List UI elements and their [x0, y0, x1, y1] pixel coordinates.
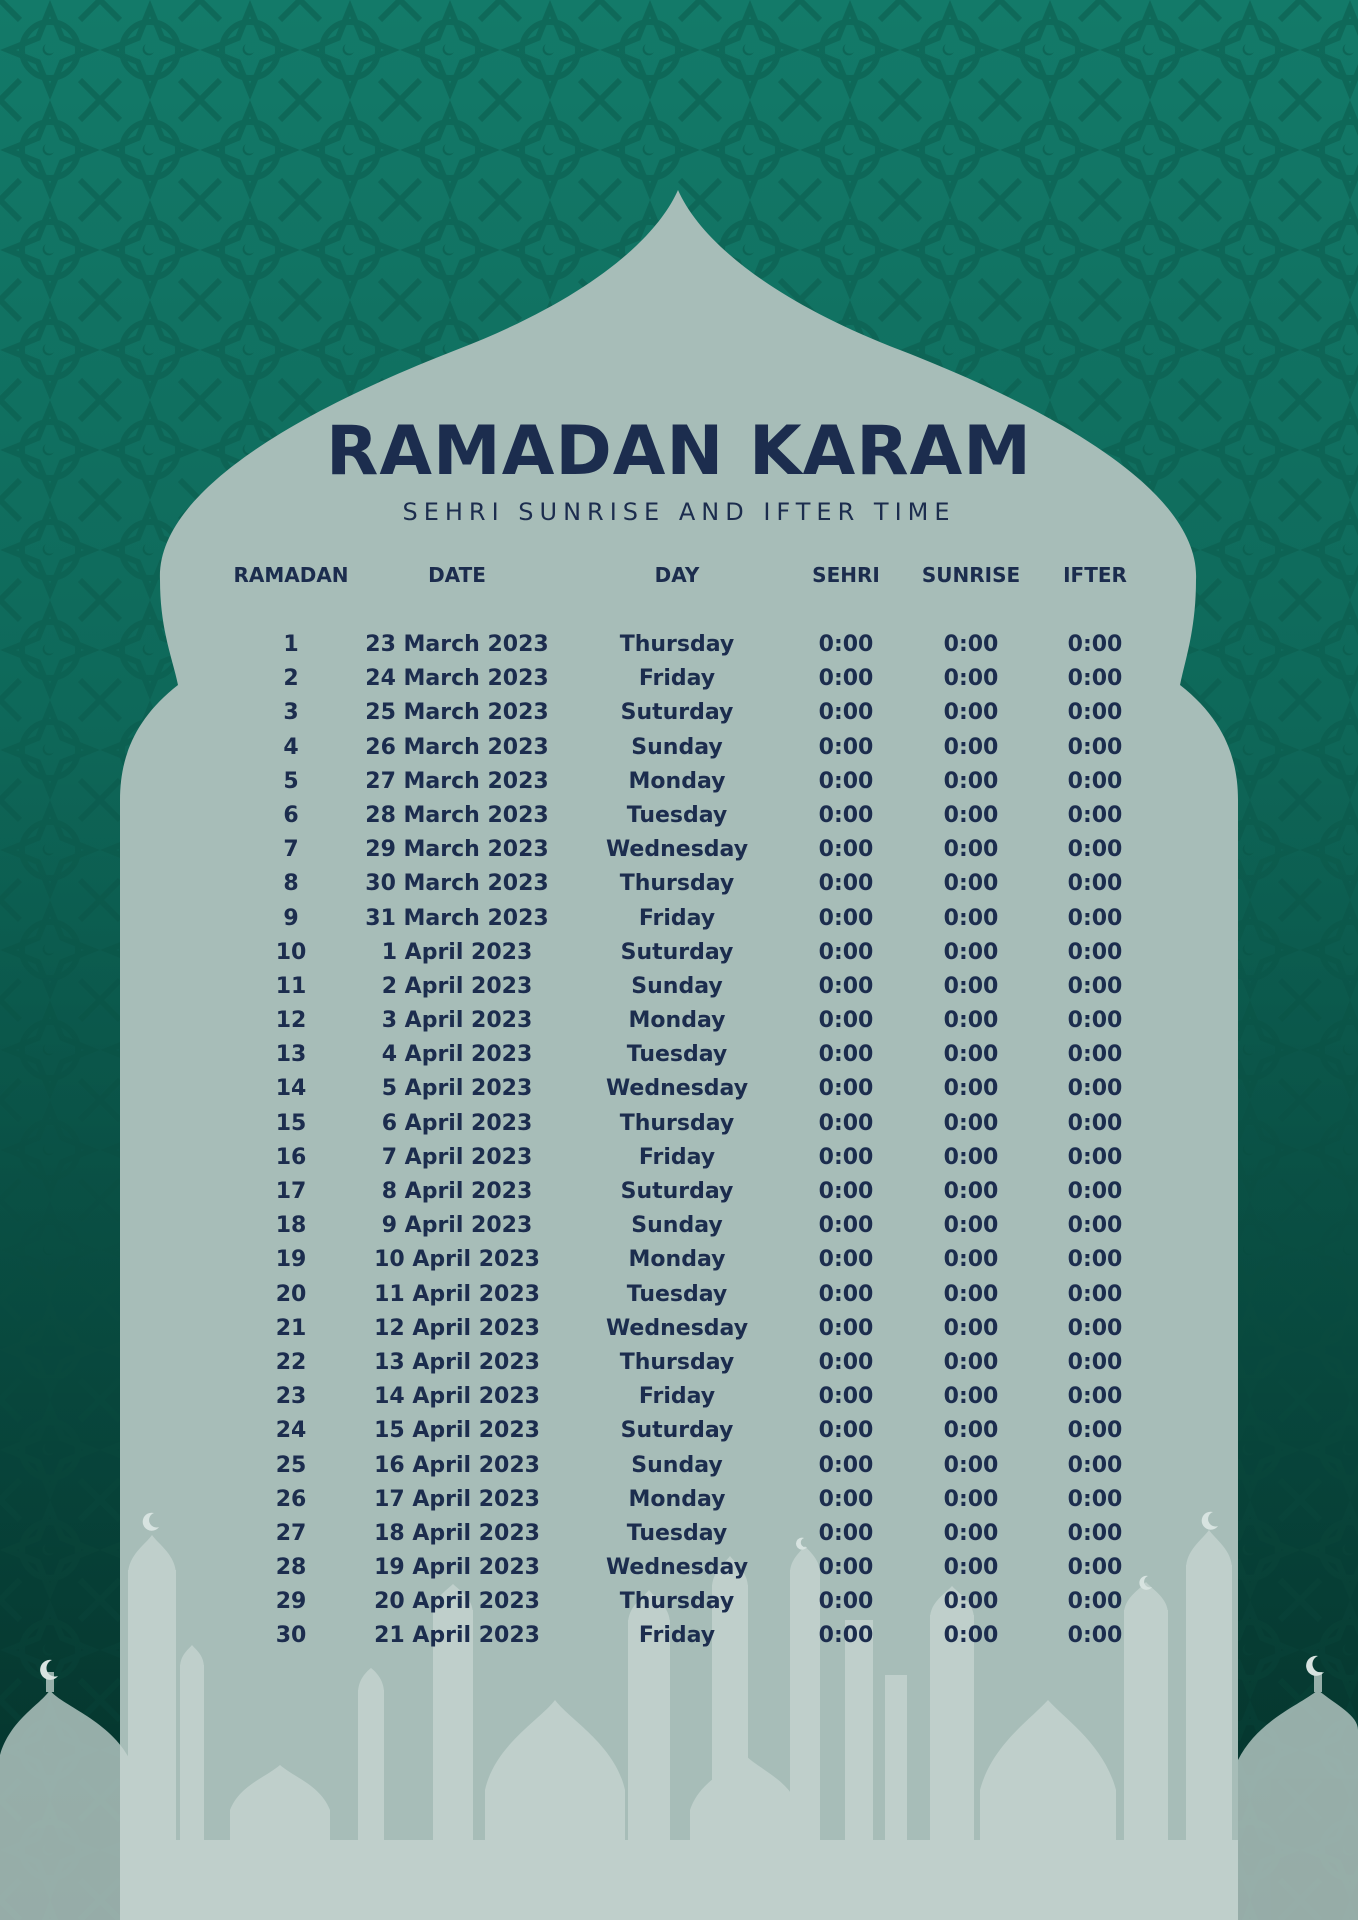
- cell-weekday: Suturday: [620, 1179, 734, 1204]
- cell-sehri-time: 0:00: [818, 768, 874, 794]
- cell-sunrise-time: 0:00: [943, 1589, 999, 1615]
- column-header-sehri: SEHRI: [812, 563, 880, 587]
- cell-weekday: Thursday: [619, 871, 735, 897]
- cell-sunrise-time: 0:00: [943, 1281, 999, 1307]
- cell-sehri-time: 0:00: [818, 1144, 874, 1170]
- cell-ramadan-day: 7: [283, 837, 299, 863]
- timetable-body: [0, 628, 1358, 1654]
- cell-sunrise-time: 0:00: [943, 1315, 999, 1341]
- cell-ifter-time: 0:00: [1067, 1520, 1123, 1546]
- cell-sunrise-time: 0:00: [943, 871, 999, 897]
- cell-date: 4 April 2023: [381, 1042, 533, 1068]
- cell-ifter-time: 0:00: [1067, 1281, 1123, 1307]
- column-header-ifter: IFTER: [1063, 563, 1127, 587]
- cell-ramadan-day: 23: [275, 1384, 307, 1410]
- cell-ramadan-day: 15: [275, 1110, 307, 1136]
- cell-sehri-time: 0:00: [818, 1042, 874, 1068]
- cell-date: 1 April 2023: [381, 939, 533, 965]
- table-row: [0, 662, 1358, 696]
- cell-weekday: Suturday: [620, 700, 734, 726]
- table-row: [0, 628, 1358, 662]
- cell-ifter-time: 0:00: [1067, 1110, 1123, 1136]
- table-row: [0, 1004, 1358, 1038]
- cell-date: 7 April 2023: [381, 1144, 533, 1170]
- cell-weekday: Friday: [638, 1144, 716, 1170]
- cell-ifter-time: 0:00: [1067, 1179, 1123, 1204]
- table-row: [0, 1312, 1358, 1346]
- table-row: [0, 765, 1358, 799]
- table-row: [0, 1380, 1358, 1414]
- cell-sunrise-time: 0:00: [943, 1247, 999, 1273]
- cell-ramadan-day: 5: [283, 768, 299, 794]
- table-row: [0, 1619, 1358, 1653]
- cell-ramadan-day: 11: [275, 973, 307, 999]
- cell-date: 14 April 2023: [374, 1384, 540, 1410]
- cell-ramadan-day: 1: [283, 632, 299, 657]
- cell-date: 18 April 2023: [374, 1520, 540, 1546]
- cell-sunrise-time: 0:00: [943, 837, 999, 863]
- cell-date: 29 March 2023: [365, 837, 549, 863]
- cell-ifter-time: 0:00: [1067, 973, 1123, 999]
- cell-ifter-time: 0:00: [1067, 632, 1123, 657]
- cell-sunrise-time: 0:00: [943, 802, 999, 828]
- table-row: [0, 1038, 1358, 1072]
- table-row: [0, 1243, 1358, 1277]
- table-row: [0, 1414, 1358, 1448]
- cell-sunrise-time: 0:00: [943, 1452, 999, 1478]
- cell-date: 25 March 2023: [365, 700, 549, 726]
- table-row: [0, 1107, 1358, 1141]
- cell-date: 20 April 2023: [374, 1589, 540, 1615]
- column-header-day: DAY: [654, 563, 700, 587]
- cell-ramadan-day: 20: [275, 1281, 307, 1307]
- cell-weekday: Wednesday: [605, 837, 749, 863]
- cell-sehri-time: 0:00: [818, 802, 874, 828]
- cell-sehri-time: 0:00: [818, 1555, 874, 1581]
- cell-sehri-time: 0:00: [818, 1008, 874, 1034]
- cell-ramadan-day: 6: [283, 802, 299, 828]
- cell-date: 15 April 2023: [374, 1418, 540, 1444]
- cell-weekday: Monday: [628, 1486, 726, 1512]
- cell-sehri-time: 0:00: [818, 1247, 874, 1273]
- cell-weekday: Friday: [638, 1384, 716, 1410]
- cell-ifter-time: 0:00: [1067, 1213, 1123, 1239]
- cell-sehri-time: 0:00: [818, 1418, 874, 1444]
- cell-sunrise-time: 0:00: [943, 1213, 999, 1239]
- cell-ramadan-day: 8: [283, 871, 299, 897]
- cell-sehri-time: 0:00: [818, 1179, 874, 1204]
- cell-sehri-time: 0:00: [818, 666, 874, 692]
- table-row: [0, 1483, 1358, 1517]
- cell-ifter-time: 0:00: [1067, 1555, 1123, 1581]
- cell-ramadan-day: 21: [275, 1315, 307, 1341]
- cell-sunrise-time: 0:00: [943, 1349, 999, 1375]
- cell-sehri-time: 0:00: [818, 1589, 874, 1615]
- cell-sehri-time: 0:00: [818, 1110, 874, 1136]
- table-row: [0, 696, 1358, 730]
- cell-sehri-time: 0:00: [818, 1281, 874, 1307]
- table-row: [0, 833, 1358, 867]
- cell-ifter-time: 0:00: [1067, 1247, 1123, 1273]
- cell-weekday: Tuesday: [626, 1281, 728, 1307]
- cell-sunrise-time: 0:00: [943, 1008, 999, 1034]
- cell-ifter-time: 0:00: [1067, 1042, 1123, 1068]
- cell-date: 16 April 2023: [374, 1452, 540, 1478]
- cell-weekday: Sunday: [631, 973, 723, 999]
- cell-sehri-time: 0:00: [818, 1315, 874, 1341]
- cell-ifter-time: 0:00: [1067, 1452, 1123, 1478]
- cell-sehri-time: 0:00: [818, 837, 874, 863]
- cell-weekday: Wednesday: [605, 1555, 749, 1581]
- cell-ramadan-day: 19: [275, 1247, 307, 1273]
- cell-weekday: Thursday: [619, 1349, 735, 1375]
- cell-sehri-time: 0:00: [818, 1076, 874, 1102]
- cell-ramadan-day: 16: [275, 1144, 307, 1170]
- cell-date: 6 April 2023: [381, 1110, 533, 1136]
- cell-weekday: Monday: [628, 1008, 726, 1034]
- cell-sehri-time: 0:00: [818, 1486, 874, 1512]
- cell-weekday: Sunday: [631, 1452, 723, 1478]
- table-row: [0, 1517, 1358, 1551]
- cell-sehri-time: 0:00: [818, 1520, 874, 1546]
- column-header-date: DATE: [428, 563, 486, 587]
- cell-ifter-time: 0:00: [1067, 1315, 1123, 1341]
- table-row: [0, 1278, 1358, 1312]
- cell-date: 13 April 2023: [374, 1349, 540, 1375]
- cell-date: 30 March 2023: [365, 871, 549, 897]
- cell-ramadan-day: 13: [275, 1042, 307, 1068]
- table-row: [0, 1346, 1358, 1380]
- cell-ifter-time: 0:00: [1067, 1076, 1123, 1102]
- cell-weekday: Friday: [638, 666, 716, 692]
- cell-sehri-time: 0:00: [818, 1623, 874, 1649]
- cell-sehri-time: 0:00: [818, 905, 874, 931]
- cell-sunrise-time: 0:00: [943, 632, 999, 657]
- cell-ifter-time: 0:00: [1067, 1384, 1123, 1410]
- cell-weekday: Thursday: [619, 1110, 735, 1136]
- table-row: [0, 936, 1358, 970]
- table-row: [0, 867, 1358, 901]
- cell-sehri-time: 0:00: [818, 632, 874, 657]
- table-row: [0, 1585, 1358, 1619]
- cell-ramadan-day: 28: [275, 1555, 307, 1581]
- cell-sunrise-time: 0:00: [943, 1144, 999, 1170]
- cell-sunrise-time: 0:00: [943, 734, 999, 760]
- cell-ifter-time: 0:00: [1067, 1623, 1123, 1649]
- cell-ifter-time: 0:00: [1067, 1418, 1123, 1444]
- cell-ifter-time: 0:00: [1067, 700, 1123, 726]
- cell-sehri-time: 0:00: [818, 1349, 874, 1375]
- cell-ramadan-day: 29: [275, 1589, 307, 1615]
- cell-weekday: Wednesday: [605, 1076, 749, 1102]
- cell-weekday: Friday: [638, 905, 716, 931]
- table-row: [0, 1175, 1358, 1209]
- table-row: [0, 1449, 1358, 1483]
- cell-weekday: Monday: [628, 1247, 726, 1273]
- cell-date: 28 March 2023: [365, 802, 549, 828]
- cell-sehri-time: 0:00: [818, 1213, 874, 1239]
- cell-sunrise-time: 0:00: [943, 939, 999, 965]
- cell-date: 21 April 2023: [374, 1623, 540, 1649]
- cell-ramadan-day: 22: [275, 1349, 307, 1375]
- cell-date: 26 March 2023: [365, 734, 549, 760]
- page-subtitle: SEHRI SUNRISE AND IFTER TIME: [402, 498, 956, 526]
- cell-date: 23 March 2023: [365, 632, 549, 657]
- table-row: [0, 1072, 1358, 1106]
- cell-sunrise-time: 0:00: [943, 666, 999, 692]
- cell-sehri-time: 0:00: [818, 700, 874, 726]
- cell-ifter-time: 0:00: [1067, 1008, 1123, 1034]
- cell-ramadan-day: 30: [275, 1623, 307, 1649]
- cell-date: 2 April 2023: [381, 973, 533, 999]
- cell-ifter-time: 0:00: [1067, 1349, 1123, 1375]
- cell-sehri-time: 0:00: [818, 734, 874, 760]
- cell-date: 17 April 2023: [374, 1486, 540, 1512]
- cell-ramadan-day: 9: [283, 905, 299, 931]
- cell-weekday: Thursday: [619, 632, 735, 657]
- cell-weekday: Tuesday: [626, 1042, 728, 1068]
- column-header-ramadan: RAMADAN: [233, 563, 349, 587]
- cell-sunrise-time: 0:00: [943, 905, 999, 931]
- cell-ramadan-day: 18: [275, 1213, 307, 1239]
- cell-weekday: Wednesday: [605, 1315, 749, 1341]
- page-title: RAMADAN KARAM: [326, 412, 1032, 491]
- cell-date: 24 March 2023: [365, 666, 549, 692]
- cell-sehri-time: 0:00: [818, 973, 874, 999]
- cell-date: 27 March 2023: [365, 768, 549, 794]
- cell-ramadan-day: 10: [275, 939, 307, 965]
- cell-ifter-time: 0:00: [1067, 802, 1123, 828]
- cell-ifter-time: 0:00: [1067, 1486, 1123, 1512]
- cell-weekday: Suturday: [620, 1418, 734, 1444]
- cell-sunrise-time: 0:00: [943, 1384, 999, 1410]
- cell-sunrise-time: 0:00: [943, 973, 999, 999]
- cell-ramadan-day: 14: [275, 1076, 307, 1102]
- cell-weekday: Sunday: [631, 1213, 723, 1239]
- cell-weekday: Tuesday: [626, 1520, 728, 1546]
- cell-weekday: Friday: [638, 1623, 716, 1649]
- cell-sunrise-time: 0:00: [943, 1520, 999, 1546]
- cell-ifter-time: 0:00: [1067, 666, 1123, 692]
- cell-weekday: Suturday: [620, 939, 734, 965]
- cell-weekday: Sunday: [631, 734, 723, 760]
- cell-sehri-time: 0:00: [818, 1384, 874, 1410]
- cell-sunrise-time: 0:00: [943, 1486, 999, 1512]
- cell-weekday: Tuesday: [626, 802, 728, 828]
- cell-sehri-time: 0:00: [818, 871, 874, 897]
- cell-weekday: Thursday: [619, 1589, 735, 1615]
- cell-ifter-time: 0:00: [1067, 939, 1123, 965]
- cell-sunrise-time: 0:00: [943, 768, 999, 794]
- cell-date: 19 April 2023: [374, 1555, 540, 1581]
- cell-ifter-time: 0:00: [1067, 734, 1123, 760]
- cell-ramadan-day: 2: [283, 666, 299, 692]
- cell-date: 31 March 2023: [365, 905, 549, 931]
- cell-date: 8 April 2023: [381, 1179, 533, 1204]
- table-row: [0, 1209, 1358, 1243]
- cell-sunrise-time: 0:00: [943, 1179, 999, 1204]
- cell-date: 5 April 2023: [381, 1076, 533, 1102]
- cell-date: 12 April 2023: [374, 1315, 540, 1341]
- cell-ramadan-day: 4: [283, 734, 299, 760]
- cell-date: 9 April 2023: [381, 1213, 533, 1239]
- cell-sunrise-time: 0:00: [943, 1110, 999, 1136]
- table-row: [0, 1141, 1358, 1175]
- cell-sunrise-time: 0:00: [943, 1555, 999, 1581]
- table-row: [0, 1551, 1358, 1585]
- cell-sehri-time: 0:00: [818, 939, 874, 965]
- cell-sunrise-time: 0:00: [943, 1623, 999, 1649]
- cell-sehri-time: 0:00: [818, 1452, 874, 1478]
- cell-weekday: Monday: [628, 768, 726, 794]
- table-row: [0, 970, 1358, 1004]
- cell-ramadan-day: 26: [275, 1486, 307, 1512]
- cell-date: 10 April 2023: [374, 1247, 540, 1273]
- cell-ifter-time: 0:00: [1067, 905, 1123, 931]
- cell-ifter-time: 0:00: [1067, 1589, 1123, 1615]
- table-row: [0, 799, 1358, 833]
- cell-ifter-time: 0:00: [1067, 871, 1123, 897]
- cell-ramadan-day: 3: [283, 700, 299, 726]
- cell-ifter-time: 0:00: [1067, 837, 1123, 863]
- cell-ifter-time: 0:00: [1067, 1144, 1123, 1170]
- cell-sunrise-time: 0:00: [943, 1418, 999, 1444]
- cell-ramadan-day: 27: [275, 1520, 307, 1546]
- cell-date: 3 April 2023: [381, 1008, 533, 1034]
- cell-ramadan-day: 24: [275, 1418, 307, 1444]
- cell-sunrise-time: 0:00: [943, 1042, 999, 1068]
- table-row: [0, 731, 1358, 765]
- cell-ramadan-day: 25: [275, 1452, 307, 1478]
- cell-sunrise-time: 0:00: [943, 700, 999, 726]
- column-header-sunrise: SUNRISE: [921, 563, 1021, 587]
- cell-ramadan-day: 17: [275, 1179, 307, 1204]
- cell-sunrise-time: 0:00: [943, 1076, 999, 1102]
- cell-date: 11 April 2023: [374, 1281, 540, 1307]
- table-row: [0, 902, 1358, 936]
- cell-ramadan-day: 12: [275, 1008, 307, 1034]
- cell-ifter-time: 0:00: [1067, 768, 1123, 794]
